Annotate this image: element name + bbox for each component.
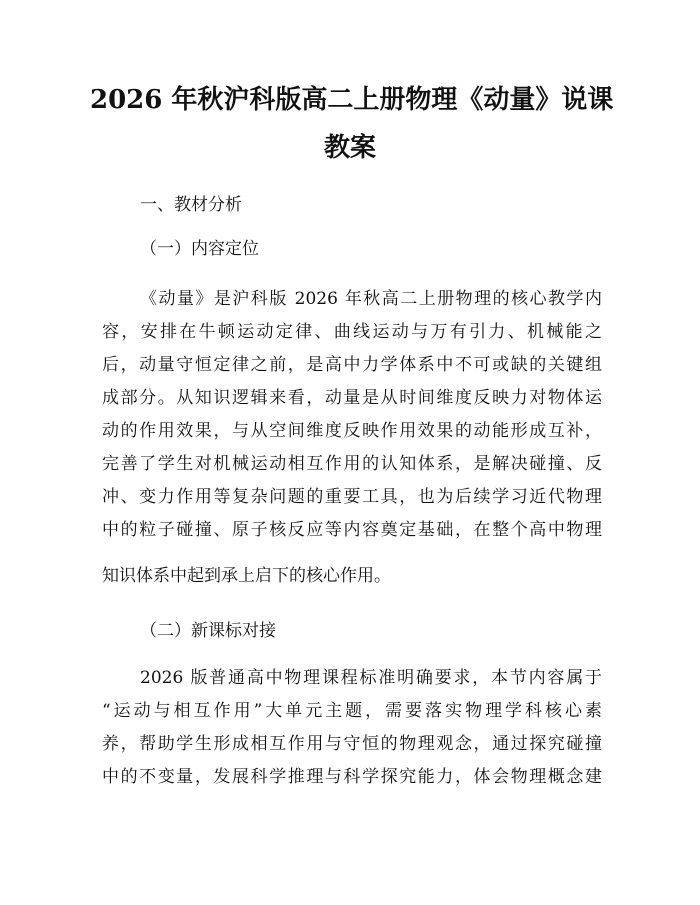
paragraph-2-line: 中的不变量，发展科学推理与科学探究能力，体会物理概念建 (102, 767, 602, 787)
document-title-line-2: 教案 (323, 133, 376, 163)
paragraph-1-line: 完善了学生对机械运动相互作用的认知体系，是解决碰撞、反 (102, 454, 602, 474)
paragraph-2-line: 养，帮助学生形成相互作用与守恒的物理观念，通过探究碰撞 (102, 734, 602, 754)
paragraph-1-line: 容，安排在牛顿运动定律、曲线运动与万有引力、机械能之 (102, 322, 602, 342)
paragraph-1-line: 《动量》是沪科版 2026 年秋高二上册物理的核心教学内 (140, 289, 602, 309)
subsection-heading-content-positioning: （一）内容定位 (140, 239, 259, 259)
paragraph-2-line: “运动与相互作用”大单元主题，需要落实物理学科核心素 (102, 701, 602, 721)
paragraph-1-line: 成部分。从知识逻辑来看，动量是从时间维度反映力对物体运 (102, 388, 602, 408)
paragraph-1-line: 冲、变力作用等复杂问题的重要工具，也为后续学习近代物理 (102, 487, 602, 507)
paragraph-1-line: 中的粒子碰撞、原子核反应等内容奠定基础，在整个高中物理 (102, 520, 602, 540)
paragraph-1-line: 动的作用效果，与从空间维度反映作用效果的动能形成互补， (102, 421, 602, 441)
paragraph-1-line: 知识体系中起到承上启下的核心作用。 (102, 566, 391, 586)
subsection-heading-curriculum-standards: （二）新课标对接 (140, 621, 276, 641)
section-heading-textbook-analysis: 一、教材分析 (140, 195, 242, 215)
paragraph-1-line: 后，动量守恒定律之前，是高中力学体系中不可或缺的关键组 (102, 355, 602, 375)
paragraph-2-line: 2026 版普通高中物理课程标准明确要求，本节内容属于 (140, 668, 602, 688)
document-title-line-1: 2026 年秋沪科版高二上册物理《动量》说课 (90, 85, 614, 115)
